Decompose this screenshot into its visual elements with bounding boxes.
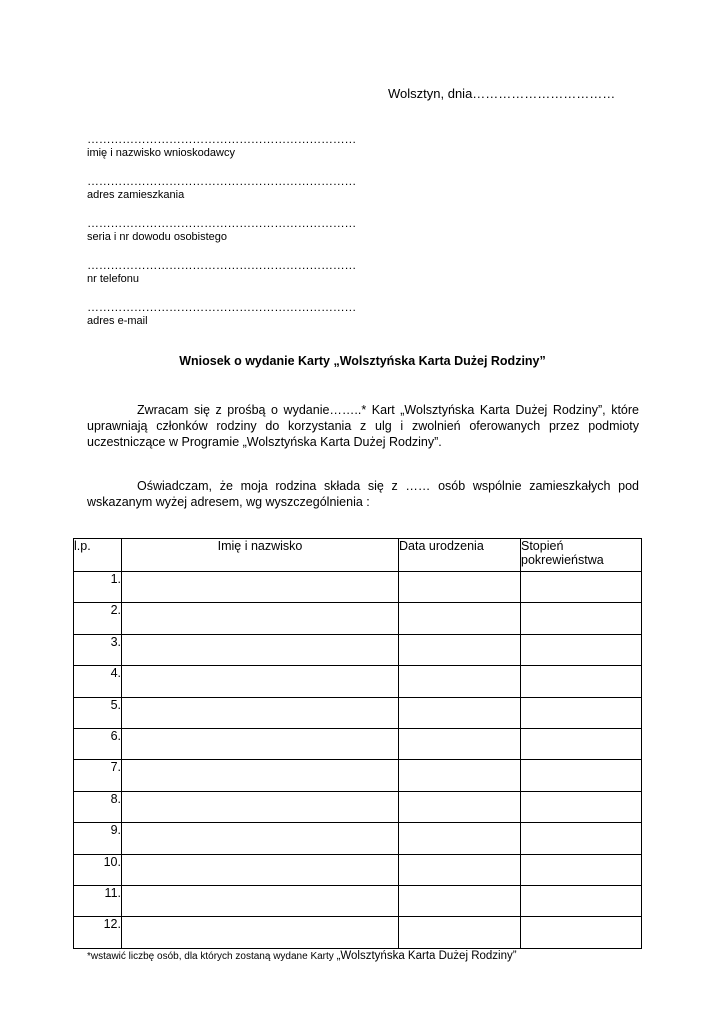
header-birth-date: Data urodzenia (399, 539, 521, 572)
applicant-name-field (87, 133, 387, 160)
relation-cell[interactable] (521, 854, 642, 885)
field-caption: imię i nazwisko wnioskodawcy (87, 147, 235, 159)
name-cell[interactable] (122, 885, 399, 916)
relation-cell[interactable] (521, 572, 642, 603)
fill-in-dots: …………………………………………………………… (87, 216, 357, 230)
header-name: Imię i nazwisko (122, 539, 399, 572)
fill-in-dots: …………………………………………………………… (87, 132, 357, 146)
birth-date-cell[interactable] (399, 634, 521, 665)
name-cell[interactable] (122, 603, 399, 634)
relation-cell[interactable] (521, 697, 642, 728)
name-cell[interactable] (122, 572, 399, 603)
table-row (74, 728, 642, 759)
fill-in-dots: …………………………………………………………… (87, 258, 357, 272)
name-cell[interactable] (122, 666, 399, 697)
name-cell[interactable] (122, 728, 399, 759)
relation-cell[interactable] (521, 823, 642, 854)
table-header-row (74, 539, 642, 572)
table-row (74, 823, 642, 854)
row-number: 2. (74, 603, 122, 634)
table-row (74, 666, 642, 697)
table-row (74, 760, 642, 791)
table-row (74, 885, 642, 916)
header-lp: l.p. (74, 539, 122, 572)
phone-field (87, 259, 387, 286)
name-cell[interactable] (122, 791, 399, 822)
table-row (74, 854, 642, 885)
fill-in-dots: …………………………………………………………… (87, 300, 357, 314)
fill-in-dots: …………………………………………………………… (87, 174, 357, 188)
name-cell[interactable] (122, 760, 399, 791)
relation-cell[interactable] (521, 666, 642, 697)
birth-date-cell[interactable] (399, 917, 521, 948)
document-title: Wniosek o wydanie Karty „Wolsztyńska Karta Dużej Rodziny” (179, 354, 546, 368)
table-row (74, 634, 642, 665)
birth-date-cell[interactable] (399, 603, 521, 634)
name-cell[interactable] (122, 634, 399, 665)
relation-cell[interactable] (521, 634, 642, 665)
birth-date-cell[interactable] (399, 854, 521, 885)
name-cell[interactable] (122, 917, 399, 948)
row-number: 11. (74, 885, 122, 916)
declaration-text: Oświadczam, że moja rodzina składa się z …… osób wspólnie zamieszkałych pod wskazanym wyżej adresem, wg wyszczególnienia : (87, 479, 639, 509)
relation-cell[interactable] (521, 791, 642, 822)
birth-date-cell[interactable] (399, 697, 521, 728)
header-relation-line2: pokrewieństwa (521, 553, 604, 567)
row-number: 8. (74, 791, 122, 822)
field-caption: adres zamieszkania (87, 189, 185, 201)
row-number: 4. (74, 666, 122, 697)
address-field (87, 175, 387, 202)
birth-date-cell[interactable] (399, 728, 521, 759)
id-card-field (87, 217, 387, 244)
field-caption: adres e-mail (87, 315, 148, 327)
row-number: 1. (74, 572, 122, 603)
row-number: 3. (74, 634, 122, 665)
field-caption: nr telefonu (87, 273, 139, 285)
footnote-text: *wstawić liczbę osób, dla których zostaną wydane Karty (87, 951, 337, 962)
field-caption: seria i nr dowodu osobistego (87, 231, 228, 243)
name-cell[interactable] (122, 697, 399, 728)
email-field (87, 301, 387, 328)
birth-date-cell[interactable] (399, 666, 521, 697)
row-number: 7. (74, 760, 122, 791)
table-row (74, 917, 642, 948)
name-cell[interactable] (122, 854, 399, 885)
table-row (74, 603, 642, 634)
birth-date-cell[interactable] (399, 760, 521, 791)
table-row (74, 791, 642, 822)
birth-date-cell[interactable] (399, 823, 521, 854)
row-number: 12. (74, 917, 122, 948)
header-relation-line1: Stopień (521, 539, 564, 553)
table-row (74, 572, 642, 603)
relation-cell[interactable] (521, 760, 642, 791)
relation-cell[interactable] (521, 728, 642, 759)
relation-cell[interactable] (521, 603, 642, 634)
footnote-card-name: „Wolsztyńska Karta Dużej Rodziny” (336, 950, 517, 962)
birth-date-cell[interactable] (399, 885, 521, 916)
footnote (87, 950, 517, 962)
birth-date-cell[interactable] (399, 572, 521, 603)
declaration-paragraph (87, 478, 639, 510)
request-paragraph (87, 402, 639, 450)
row-number: 9. (74, 823, 122, 854)
relation-cell[interactable] (521, 885, 642, 916)
place-date-line: Wolsztyn, dnia…………………………… (388, 86, 616, 101)
header-relation (521, 539, 642, 572)
birth-date-cell[interactable] (399, 791, 521, 822)
family-members-table (73, 538, 642, 949)
relation-cell[interactable] (521, 917, 642, 948)
row-number: 5. (74, 697, 122, 728)
row-number: 10. (74, 854, 122, 885)
table-row (74, 697, 642, 728)
request-text: Zwracam się z prośbą o wydanie……..* Kart „Wolsztyńska Karta Dużej Rodziny”, które uprawniają członków rodziny do korzystania z ulg i zwolnień oferowanych przez podmioty uczestniczące w Programie „Wolsztyńska Karta Dużej Rodziny”. (87, 403, 639, 449)
row-number: 6. (74, 728, 122, 759)
name-cell[interactable] (122, 823, 399, 854)
